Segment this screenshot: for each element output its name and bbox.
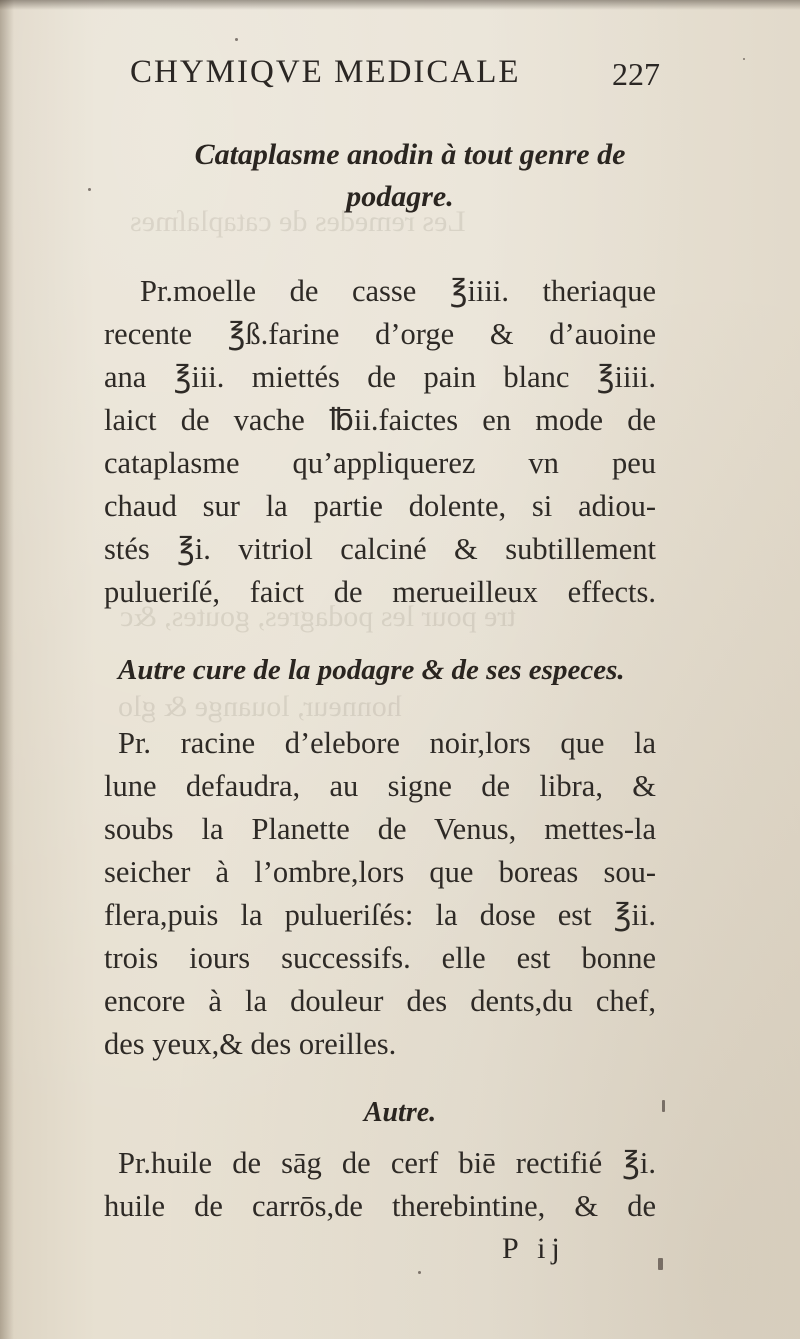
paper-speck: [235, 38, 238, 41]
recipe-paragraph: [104, 270, 656, 614]
text-line: lune defaudra, au signe de libra, &: [104, 769, 656, 803]
paper-speck: [658, 1258, 663, 1270]
text-line: pulueriſé, faict de merueilleux effects.: [104, 575, 656, 609]
signature-mark: P ij: [502, 1232, 566, 1265]
text-line: soubs la Planette de Venus, mettes-la: [104, 812, 656, 846]
section-heading: [0, 1093, 800, 1133]
show-through-text: tre pour les podagres, goutes, &c: [120, 600, 516, 633]
recipe-paragraph: [104, 1142, 656, 1228]
text-line: encore à la douleur des dents,du chef,: [104, 984, 656, 1018]
paper-speck: [418, 1271, 421, 1274]
text-line: flera,puis la pulueriſés: la dose est ℥ii.: [104, 898, 656, 932]
show-through-text: Les remedes de cataplaſmes: [130, 205, 466, 238]
paper-speck: [88, 188, 91, 191]
paper-speck: [662, 1100, 665, 1112]
text-line: seicher à l’ombre,lors que boreas sou-: [104, 855, 656, 889]
text-line: trois iours successifs. elle est bonne: [104, 941, 656, 975]
text-line: stés ℥i. vitriol calciné & subtillement: [104, 532, 656, 566]
page-number: 227: [612, 56, 660, 92]
text-line: des yeux,& des oreilles.: [104, 1027, 397, 1061]
page-top-shadow: [0, 0, 800, 10]
section-heading: [0, 134, 800, 218]
text-line: chaud sur la partie dolente, si adiou-: [104, 489, 656, 523]
text-line: recente ℥ß.farine d’orge & d’auoine: [104, 317, 656, 351]
heading-line: Autre cure de la podagre & de ses especes.: [118, 654, 625, 686]
running-header: [130, 54, 660, 100]
paper-speck: [743, 58, 745, 60]
running-title: CHYMIQVE MEDICALE: [130, 54, 521, 90]
recipe-paragraph: [104, 722, 656, 1066]
section-heading: [118, 650, 678, 690]
text-line: Pr.moelle de casse ℥iiii. theriaque: [140, 274, 656, 308]
text-line: ana ℥iii. miettés de pain blanc ℥iiii.: [104, 360, 656, 394]
show-through-text: honneur, louange & glo: [118, 690, 402, 723]
heading-line: Autre.: [363, 1097, 437, 1128]
text-line: cataplasme qu’appliquerez vn peu: [104, 446, 656, 480]
text-line: laict de vache ℔ii.faictes en mode de: [104, 403, 656, 437]
text-line: huile de carrōs,de therebintine, & de: [104, 1189, 656, 1223]
heading-line: Cataplasme anodin à tout genre de: [194, 138, 626, 171]
text-line: Pr.huile de sāg de cerf biē rectifié ℥i.: [118, 1146, 656, 1180]
text-line: Pr. racine d’elebore noir,lors que la: [118, 726, 656, 760]
heading-line: podagre.: [346, 180, 454, 213]
